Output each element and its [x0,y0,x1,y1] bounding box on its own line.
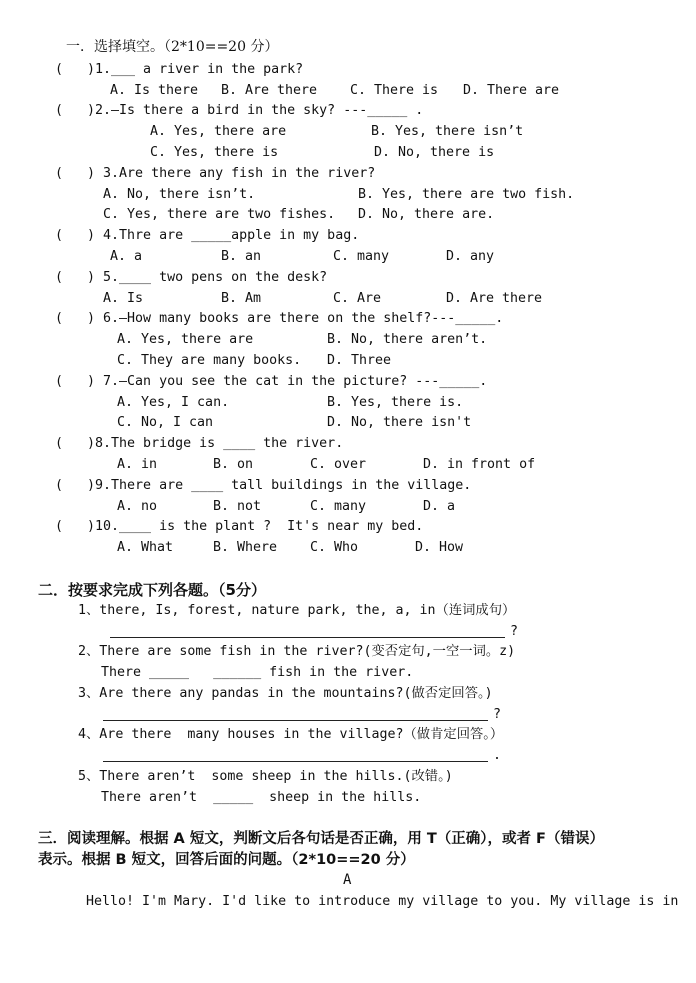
section2-item-5-answer[interactable]: There aren’t _____ sheep in the hills. [101,790,422,805]
question-7-option-c: C. No, I can [117,415,214,430]
question-6-option-b: B. No, there aren’t. [327,332,488,347]
answer-line-1-end: ? [510,624,519,639]
question-4-option-c: C. many [333,249,390,264]
question-5-option-b: B. Am [221,291,262,306]
question-2-option-b: B. Yes, there isn’t [371,124,524,139]
answer-line-3-end: ? [493,707,502,722]
question-7-option-d: D. No, there isn't [327,415,472,430]
section2-item-4: 4、Are there many houses in the village?（做肯定回答。） [78,727,504,742]
question-5-option-a: A. Is [103,291,144,306]
question-10-option-b: B. Where [213,540,278,555]
answer-line-3[interactable] [103,720,488,721]
question-9-option-b: B. not [213,499,262,514]
question-10-stem: ( )10.____ is the plant ? It's near my bed. [55,519,424,534]
question-5-option-c: C. Are [333,291,382,306]
question-8-option-a: A. in [117,457,158,472]
question-3-option-c: C. Yes, there are two fishes. [103,207,336,222]
question-8-stem: ( )8.The bridge is ____ the river. [55,436,344,451]
question-6-option-c: C. They are many books. [117,353,302,368]
question-7-option-a: A. Yes, I can. [117,395,230,410]
question-4-option-a: A. a [110,249,143,264]
question-1-option-b: B. Are there [221,83,318,98]
question-3-option-a: A. No, there isn’t. [103,187,256,202]
section2-title: 二．按要求完成下列各题。（5分） [38,581,266,599]
question-6-option-d: D. Three [327,353,392,368]
section2-item-1: 1、there, Is, forest, nature park, the, a, in（连词成句） [78,603,516,618]
section1-title: 一．选择填空。（2*10==20 分） [66,39,279,55]
question-2-option-d: D. No, there is [374,145,495,160]
question-9-option-a: A. no [117,499,158,514]
question-3-option-b: B. Yes, there are two fish. [358,187,575,202]
question-2-option-c: C. Yes, there is [150,145,279,160]
question-6-stem: ( ) 6.—How many books are there on the shelf?---_____. [55,311,504,326]
question-1-option-d: D. There are [463,83,560,98]
question-5-stem: ( ) 5.____ two pens on the desk? [55,270,328,285]
answer-line-1[interactable] [110,637,505,638]
section2-item-2: 2、There are some fish in the river?(变否定句,一空一词。z) [78,644,516,659]
question-9-stem: ( )9.There are ____ tall buildings in the village. [55,478,472,493]
section2-item-2-answer[interactable]: There _____ ______ fish in the river. [101,665,414,680]
question-10-option-a: A. What [117,540,174,555]
question-8-option-b: B. on [213,457,254,472]
question-9-option-d: D. a [423,499,456,514]
question-4-option-d: D. any [446,249,495,264]
section3-title-line2: 表示。根据 B 短文，回答后面的问题。（2*10==20 分） [38,852,415,868]
answer-line-4-end: . [493,748,502,763]
passage-label: A [343,872,352,888]
question-1-stem: ( )1.___ a river in the park? [55,62,304,77]
question-9-option-c: C. many [310,499,367,514]
question-7-stem: ( ) 7.—Can you see the cat in the picture? ---_____. [55,374,488,389]
question-2-option-a: A. Yes, there are [150,124,287,139]
question-1-option-a: A. Is there [110,83,199,98]
section2-item-5: 5、There aren’t some sheep in the hills.(改错。) [78,769,453,784]
section3-title-line1: 三．阅读理解。根据 A 短文，判断文后各句话是否正确，用 T（正确），或者 F（错误） [38,831,604,847]
question-6-option-a: A. Yes, there are [117,332,254,347]
question-8-option-d: D. in front of [423,457,536,472]
question-10-option-d: D. How [415,540,464,555]
question-10-option-c: C. Who [310,540,359,555]
question-4-stem: ( ) 4.Thre are _____apple in my bag. [55,228,360,243]
question-8-option-c: C. over [310,457,367,472]
answer-line-4[interactable] [103,761,488,762]
section2-item-3: 3、Are there any pandas in the mountains?(做否定回答。) [78,686,493,701]
question-3-option-d: D. No, there are. [358,207,495,222]
passage-text: Hello! I'm Mary. I'd like to introduce my village to you. My village is in [86,894,679,909]
question-3-stem: ( ) 3.Are there any fish in the river? [55,166,376,181]
question-4-option-b: B. an [221,249,262,264]
question-2-stem: ( )2.—Is there a bird in the sky? ---_____ . [55,103,424,118]
question-7-option-b: B. Yes, there is. [327,395,464,410]
question-5-option-d: D. Are there [446,291,543,306]
question-1-option-c: C. There is [350,83,439,98]
